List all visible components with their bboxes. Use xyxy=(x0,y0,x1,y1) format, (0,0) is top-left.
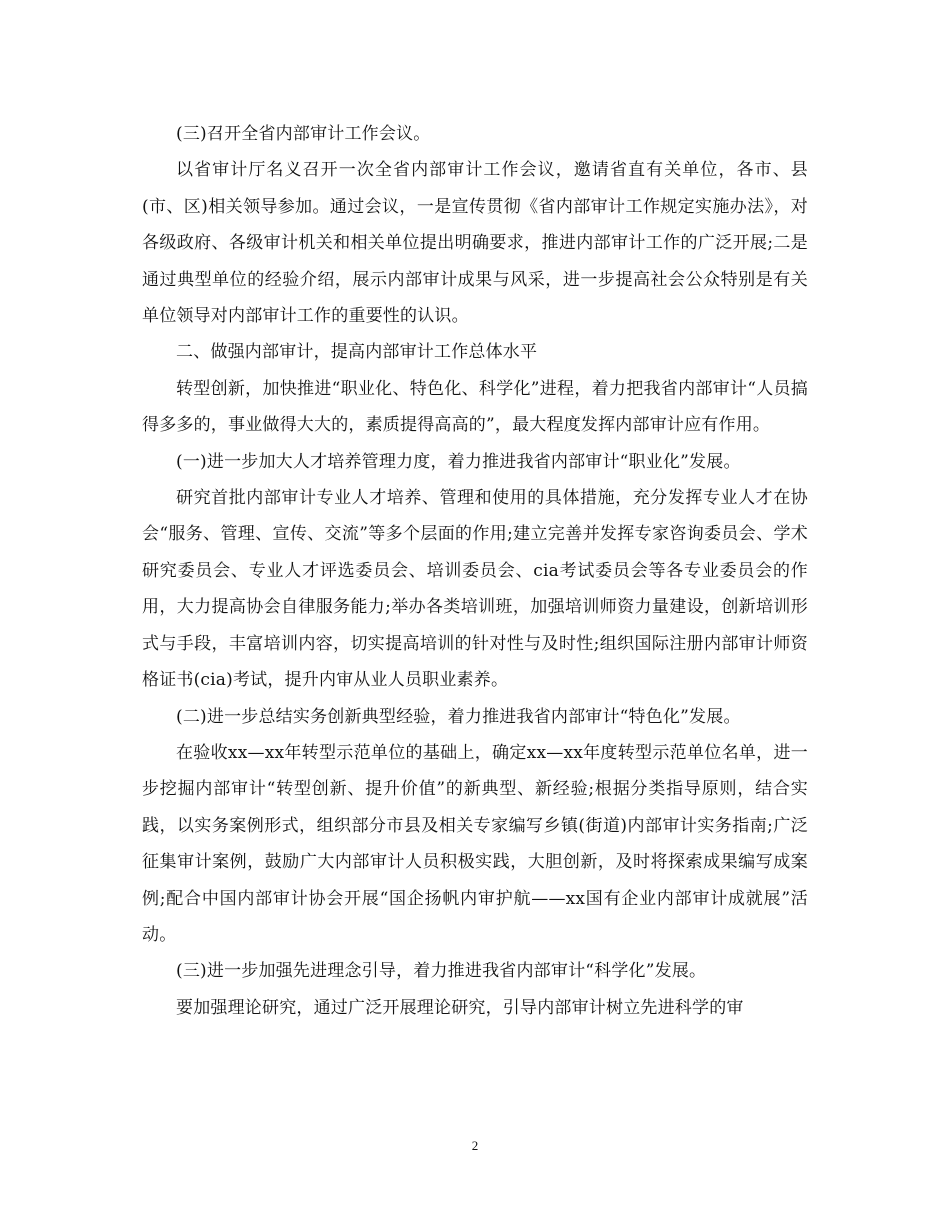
paragraph-transformation: 转型创新，加快推进“职业化、特色化、科学化”进程，着力把我省内部审计“人员搞得多多的，事业做得大大的，素质提得高高的”，最大程度发挥内部审计应有作用。 xyxy=(142,378,808,436)
page-number: 2 xyxy=(471,1138,479,1153)
section-heading-meeting: (三)召开全省内部审计工作会议。 xyxy=(176,124,431,144)
paragraph-talent-training: 研究首批内部审计专业人才培养、管理和使用的具体措施，充分发挥专业人才在协会“服务、管理、宣传、交流”等多个层面的作用;建立完善并发挥专家咨询委员会、学术研究委员会、专业人才评选委员会、培训委员会、cia考试委员会等各专业委员会的作用，大力提高协会自律服务能力;举办各类培训班，加强培训师资力量建设，创新培训形式与手段，丰富培训内容，切实提高培训的针对性与及时性;组织国际注册内部审计师资格证书(cia)考试，提升内审从业人员职业素养。 xyxy=(142,488,808,691)
paragraph-theory-research: 要加强理论研究，通过广泛开展理论研究，引导内部审计树立先进科学的审 xyxy=(176,997,744,1018)
section-heading-strengthen-audit: 二、做强内部审计，提高内部审计工作总体水平 xyxy=(176,342,538,363)
subheading-scientization: (三)进一步加强先进理念引导，着力推进我省内部审计“科学化”发展。 xyxy=(176,961,707,982)
paragraph-meeting-details: 以省审计厅名义召开一次全省内部审计工作会议，邀请省直有关单位，各市、县(市、区)相关领导参加。通过会议，一是宣传贯彻《省内部审计工作规定实施办法》，对各级政府、各级审计机关和相关单位提出明确要求，推进内部审计工作的广泛开展;二是通过典型单位的经验介绍，展示内部审计成果与风采，进一步提高社会公众特别是有关单位领导对内部审计工作的重要性的认识。 xyxy=(142,160,808,327)
paragraph-demonstration-units: 在验收xx—xx年转型示范单位的基础上，确定xx—xx年度转型示范单位名单，进一步挖掘内部审计“转型创新、提升价值”的新典型、新经验;根据分类指导原则，结合实践，以实务案例形式，组织部分市县及相关专家编写乡镇(街道)内部审计实务指南;广泛征集审计案例，鼓励广大内部审计人员积极实践，大胆创新，及时将探索成果编写成案例;配合中国内部审计协会开展“国企扬帆内审护航——xx国有企业内部审计成就展”活动。 xyxy=(142,742,808,945)
subheading-professionalization: (一)进一步加大人才培养管理力度，着力推进我省内部审计“职业化”发展。 xyxy=(176,451,741,472)
document-body xyxy=(142,116,808,1026)
subheading-characterization: (二)进一步总结实务创新典型经验，着力推进我省内部审计“特色化”发展。 xyxy=(176,706,741,727)
